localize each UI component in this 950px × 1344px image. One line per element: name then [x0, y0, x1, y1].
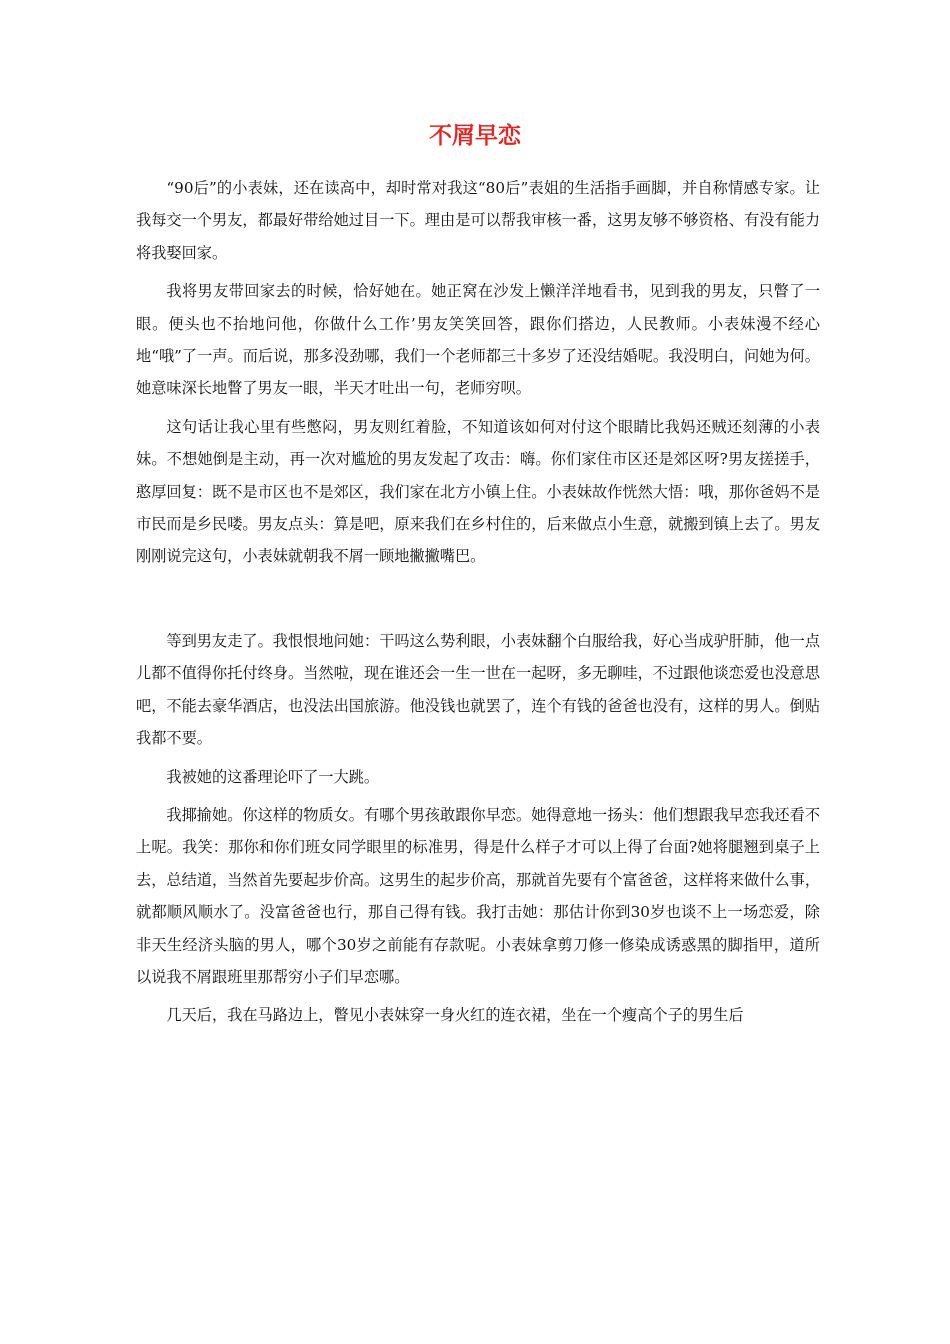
- paragraph-5: 我被她的这番理论吓了一大跳。: [166, 767, 380, 786]
- paragraph-2: 我将男友带回家去的时候，恰好她在。她正窝在沙发上懒洋洋地看书，见到我的男友，只瞥了一眼。便头也不抬地问他，你做什么工作’男友笑笑回答，跟你们搭边，人民教师。小表妹漫不经心地“哦”了一声。而后说，那多没劲哪，我们一个老师都三十多岁了还没结婚呢。我没明白，问她为何。她意味深长地瞥了男友一眼，半天才吐出一句，老师穷呗。: [136, 282, 820, 398]
- paragraph-7: 几天后，我在马路边上，瞥见小表妹穿一身火红的连衣裙，坐在一个瘦高个子的男生后: [166, 1006, 744, 1025]
- paragraph-1: “90后”的小表妹，还在读高中，却时常对我这“80后”表姐的生活指手画脚，并自称情感专家。让我每交一个男友，都最好带给她过目一下。理由是可以帮我审核一番，这男友够不够资格、有没有能力将我娶回家。: [136, 179, 820, 262]
- paragraph-4: 等到男友走了。我恨恨地问她：干吗这么势利眼，小表妹翻个白服给我，好心当成驴肝肺，他一点儿都不值得你托付终身。当然啦，现在谁还会一生一世在一起呀，多无聊哇，不过跟他谈恋爱也没意思吧，不能去豪华酒店，也没法出国旅游。他没钱也就罢了，连个有钱的爸爸也没有，这样的男人。倒贴我都不要。: [136, 631, 820, 748]
- paragraph-6: 我揶揄她。你这样的物质女。有哪个男孩敢跟你早恋。她得意地一扬头：他们想跟我早恋我还看不上呢。我笑：那你和你们班女同学眼里的标准男，得是什么样子才可以上得了台面?她将腿翘到桌子上去，总结道，当然首先要起步价高。这男生的起步价高，那就首先要有个富爸爸，这样将来做什么事，就都顺风顺水了。没富爸爸也行，那自己得有钱。我打击她：那估计你到30岁也谈不上一场恋爱，除非天生经济头脑的男人，哪个30岁之前能有存款呢。小表妹拿剪刀修一修染成诱惑黑的脚指甲，道所以说我不屑跟班里那帮穷小子们早恋哪。: [136, 805, 820, 986]
- document-body: [136, 172, 820, 1032]
- paragraph-3: 这句话让我心里有些憋闷，男友则红着脸，不知道该如何对付这个眼睛比我妈还贼还刻薄的小表妹。不想她倒是主动，再一次对尴尬的男友发起了攻击：嗨。你们家住市区还是郊区呀?男友搓搓手，憨厚回复：既不是市区也不是郊区，我们家在北方小镇上住。小表妹故作恍然大悟：哦，那你爸妈不是市民而是乡民喽。男友点头：算是吧，原来我们在乡村住的，后来做点小生意，就搬到镇上去了。男友刚刚说完这句，小表妹就朝我不屑一顾地撇撇嘴巴。: [136, 417, 820, 566]
- document-title: 不屑早恋: [429, 123, 521, 149]
